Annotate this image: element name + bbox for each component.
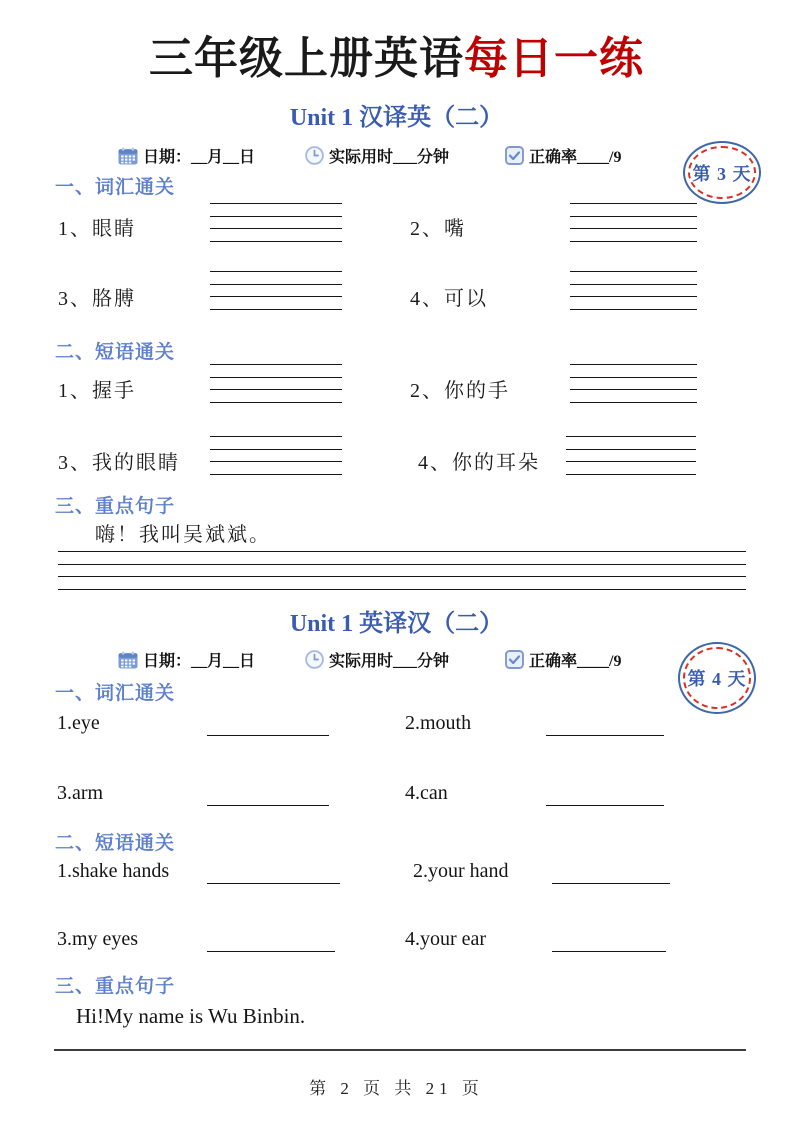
answer-lines — [210, 436, 342, 475]
vocab-item-label: 1.eye — [57, 712, 100, 734]
date-label: 日期：__月__日 — [143, 653, 256, 670]
date-label: 日期：__月__日 — [143, 149, 256, 166]
phrase-item-label: 3.my eyes — [57, 928, 139, 950]
writing-line — [570, 216, 697, 217]
page-title-red: 每日一练 — [464, 34, 644, 83]
answer-underline — [546, 805, 664, 806]
page-number: 第 2 页 共 21 页 — [309, 1079, 484, 1098]
accuracy-field-1 — [505, 144, 621, 167]
writing-line — [570, 271, 697, 272]
writing-line — [210, 364, 342, 365]
answer-underline — [552, 951, 666, 952]
vocab-item-label: 2.mouth — [405, 712, 472, 734]
writing-line — [570, 309, 697, 310]
time-field-1 — [305, 144, 449, 167]
checkbox-icon — [505, 650, 524, 669]
time-label: 实际用时___分钟 — [329, 653, 450, 670]
accuracy-label: 正确率____/9 — [529, 149, 622, 166]
date-field-1 — [118, 144, 255, 167]
sentence-prompt-cn: 嗨！我叫吴斌斌。 — [95, 524, 271, 546]
vocab-item-label: 3.arm — [57, 782, 104, 804]
page-title — [0, 22, 793, 86]
writing-line — [210, 296, 342, 297]
writing-line — [210, 474, 342, 475]
answer-underline — [207, 951, 335, 952]
writing-line — [210, 216, 342, 217]
section-heading-vocab-2: 一、词汇通关 — [55, 683, 176, 704]
answer-lines — [570, 364, 697, 403]
section-heading-sentence-2: 三、重点句子 — [55, 976, 176, 997]
answer-underline — [546, 735, 664, 736]
writing-line — [566, 474, 696, 475]
day-badge-3-text: 第 3 天 — [692, 163, 752, 184]
writing-line — [58, 551, 746, 552]
phrase-item-label: 3、我的眼睛 — [58, 452, 180, 474]
section-heading-vocab-1: 一、词汇通关 — [55, 177, 176, 198]
writing-line — [570, 402, 697, 403]
writing-line — [570, 241, 697, 242]
answer-lines — [210, 203, 342, 242]
phrase-item-label: 4.your ear — [405, 928, 487, 950]
writing-line — [566, 449, 696, 450]
phrase-item-label: 1、握手 — [58, 380, 136, 402]
writing-line — [210, 309, 342, 310]
day-badge-3 — [683, 141, 761, 204]
writing-line — [58, 589, 746, 590]
writing-line — [566, 461, 696, 462]
writing-line — [570, 389, 697, 390]
section-heading-phrase-1: 二、短语通关 — [55, 342, 176, 363]
writing-line — [210, 389, 342, 390]
answer-underline — [552, 883, 670, 884]
vocab-item-label: 4.can — [405, 782, 448, 804]
writing-line — [210, 241, 342, 242]
writing-line — [210, 271, 342, 272]
phrase-item-label: 2.your hand — [413, 860, 509, 882]
writing-line — [570, 203, 697, 204]
writing-line — [210, 203, 342, 204]
calendar-icon — [118, 651, 138, 669]
sentence-prompt-en: Hi!My name is Wu Binbin. — [76, 1004, 306, 1028]
answer-lines — [210, 271, 342, 310]
writing-line — [570, 228, 697, 229]
sentence-answer-rule — [54, 1049, 746, 1051]
date-field-2 — [118, 648, 255, 671]
clock-icon — [305, 146, 324, 165]
answer-lines — [570, 203, 697, 242]
vocab-item-label: 1、眼睛 — [58, 218, 136, 240]
writing-line — [570, 284, 697, 285]
accuracy-label: 正确率____/9 — [529, 653, 622, 670]
unit-subtitle-2: Unit 1 英译汉（二） — [289, 611, 504, 637]
vocab-item-label: 3、胳膊 — [58, 288, 136, 310]
writing-line — [210, 284, 342, 285]
accuracy-field-2 — [505, 648, 621, 671]
checkbox-icon — [505, 146, 524, 165]
writing-line — [570, 296, 697, 297]
writing-line — [570, 377, 697, 378]
time-field-2 — [305, 648, 449, 671]
clock-icon — [305, 650, 324, 669]
phrase-item-label: 2、你的手 — [410, 380, 510, 402]
answer-lines — [570, 271, 697, 310]
writing-line — [58, 564, 746, 565]
answer-underline — [207, 883, 340, 884]
unit-subtitle-1: Unit 1 汉译英（二） — [289, 105, 504, 131]
phrase-item-label: 1.shake hands — [57, 860, 170, 882]
section-heading-phrase-2: 二、短语通关 — [55, 833, 176, 854]
answer-lines — [566, 436, 696, 475]
day-badge-4 — [678, 642, 756, 714]
answer-underline — [207, 805, 329, 806]
writing-line — [210, 436, 342, 437]
vocab-item-label: 2、嘴 — [410, 218, 466, 240]
vocab-item-label: 4、可以 — [410, 288, 488, 310]
sentence-answer-lines — [58, 551, 746, 590]
writing-line — [210, 402, 342, 403]
answer-underline — [207, 735, 329, 736]
calendar-icon — [118, 147, 138, 165]
writing-line — [210, 377, 342, 378]
page-title-black: 三年级上册英语 — [149, 34, 464, 83]
writing-line — [210, 461, 342, 462]
time-label: 实际用时___分钟 — [329, 149, 450, 166]
writing-line — [566, 436, 696, 437]
day-badge-4-text: 第 4 天 — [687, 669, 747, 689]
writing-line — [210, 449, 342, 450]
writing-line — [210, 228, 342, 229]
phrase-item-label: 4、你的耳朵 — [418, 452, 540, 474]
day-badge-3-inner — [688, 146, 756, 199]
writing-line — [570, 364, 697, 365]
answer-lines — [210, 364, 342, 403]
day-badge-4-inner — [683, 647, 751, 709]
writing-line — [58, 576, 746, 577]
section-heading-sentence-1: 三、重点句子 — [55, 496, 176, 517]
